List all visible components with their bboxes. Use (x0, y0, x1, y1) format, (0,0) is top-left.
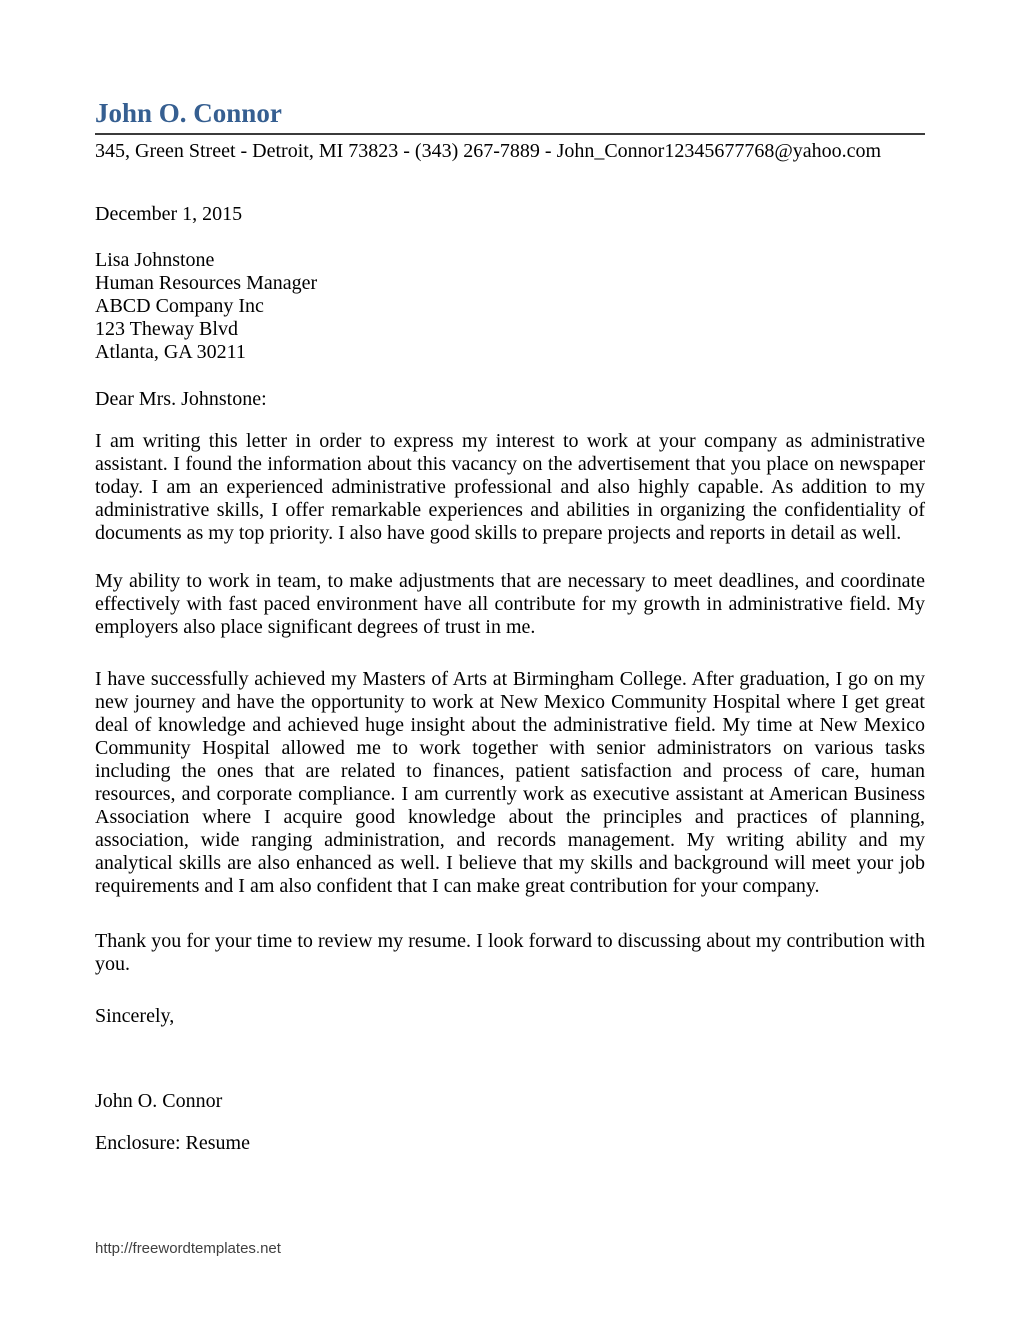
body-paragraph-4: Thank you for your time to review my resume. I look forward to discussing about my contribution with you. (95, 930, 925, 975)
enclosure-note: Enclosure: Resume (95, 1132, 250, 1154)
body-paragraph-1: I am writing this letter in order to express my interest to work at your company as administrative assistant. I found the information about this vacancy on the advertisement that you place on newspaper today. I am an experienced administrative professional and also highly capable. As addition to my administrative skills, I offer remarkable experiences and abilities in organizing the confidentiality of documents as my top priority. I also have good skills to prepare projects and reports in detail as well. (95, 430, 925, 544)
body-paragraph-3: I have successfully achieved my Masters of Arts at Birmingham College. After graduation, I go on my new journey and have the opportunity to work at New Mexico Community Hospital where I get great deal of knowledge and achieved huge insight about the administrative field. My time at New Mexico Community Hospital allowed me to work together with senior administrators on various tasks including the ones that are related to finances, patient satisfaction and process of care, human resources, and corporate compliance. I am currently work as executive assistant at American Business Association where I acquire good knowledge about the principles and practices of planning, association, wide ranging administration, and records management. My writing ability and my analytical skills are also enhanced as well. I believe that my skills and background will meet your job requirements and I am also confident that I can make great contribution for your company. (95, 668, 925, 897)
letterhead (95, 97, 925, 162)
letter-date: December 1, 2015 (95, 203, 243, 225)
recipient-company: ABCD Company Inc (95, 295, 264, 317)
sender-contact-line: 345, Green Street - Detroit, MI 73823 - (343) 267-7889 - John_Connor12345677768@yahoo.com (95, 140, 882, 162)
signature-name: John O. Connor (95, 1090, 223, 1112)
recipient-title: Human Resources Manager (95, 272, 318, 294)
salutation: Dear Mrs. Johnstone: (95, 388, 267, 410)
recipient-block (95, 249, 925, 364)
recipient-street: 123 Theway Blvd (95, 318, 238, 340)
closing-salutation: Sincerely, (95, 1005, 175, 1027)
recipient-name: Lisa Johnstone (95, 249, 215, 271)
footer-url: http://freewordtemplates.net (95, 1240, 281, 1257)
sender-name: John O. Connor (95, 97, 925, 135)
body-paragraph-2: My ability to work in team, to make adjustments that are necessary to meet deadlines, and coordinate effectively with fast paced environment have all contribute for my growth in administrative field. My employers also place significant degrees of trust in me. (95, 570, 925, 638)
recipient-city: Atlanta, GA 30211 (95, 341, 246, 363)
